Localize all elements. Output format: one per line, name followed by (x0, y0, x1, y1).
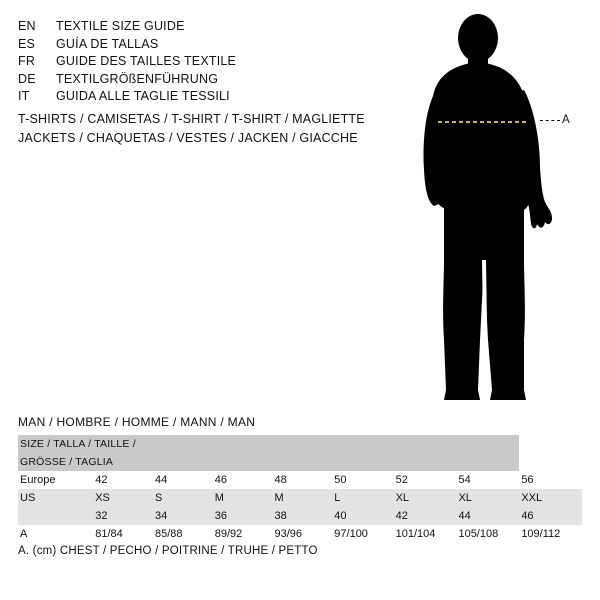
category-block (18, 110, 438, 148)
table-cell: M (273, 489, 333, 507)
man-silhouette-icon (400, 10, 590, 405)
table-cell: M (213, 489, 273, 507)
table-cell: 34 (153, 507, 213, 525)
table-cell: 97/100 (332, 525, 393, 543)
row-label: Europe (18, 471, 93, 489)
table-cell: 46 (519, 507, 582, 525)
table-cell: 44 (456, 507, 519, 525)
language-text: GUIDE DES TAILLES TEXTILE (56, 54, 237, 68)
table-cell: 101/104 (394, 525, 457, 543)
table-cell: 54 (456, 471, 519, 489)
table-cell: 36 (213, 507, 273, 525)
row-label (18, 507, 93, 525)
language-text: TEXTILE SIZE GUIDE (56, 19, 185, 33)
table-header-label: SIZE / TALLA / TAILLE / GRÖSSE / TAGLIA (18, 435, 153, 471)
row-label: A (18, 525, 93, 543)
table-cell: 105/108 (456, 525, 519, 543)
language-code: FR (18, 54, 36, 68)
row-label: US (18, 489, 93, 507)
table-cell: 109/112 (519, 525, 582, 543)
language-row (18, 53, 398, 71)
table-cell: 93/96 (273, 525, 333, 543)
table-cell: 50 (332, 471, 393, 489)
table-cell: 46 (213, 471, 273, 489)
language-text: GUIDA ALLE TAGLIE TESSILI (56, 89, 230, 103)
category-line-tshirts: T-SHIRTS / CAMISETAS / T-SHIRT / T-SHIRT / MAGLIETTE (18, 112, 365, 126)
footnote: A. (cm) CHEST / PECHO / POITRINE / TRUHE / PETTO (18, 545, 318, 557)
language-row (18, 71, 398, 89)
table-cell: 52 (394, 471, 457, 489)
category-line-jackets: JACKETS / CHAQUETAS / VESTES / JACKEN / GIACCHE (18, 131, 358, 145)
model-figure (400, 10, 590, 405)
table-cell: 89/92 (213, 525, 273, 543)
language-row (18, 36, 398, 54)
table-cell: L (332, 489, 393, 507)
language-header-block (18, 18, 398, 106)
table-cell: XS (93, 489, 153, 507)
table-cell: 42 (394, 507, 457, 525)
language-code: IT (18, 89, 30, 103)
table-title: MAN / HOMBRE / HOMME / MANN / MAN (18, 415, 256, 429)
table-cell: 38 (273, 507, 333, 525)
language-text: GUÍA DE TALLAS (56, 36, 159, 51)
table-row (18, 489, 582, 507)
table-cell: S (153, 489, 213, 507)
table-cell: XL (456, 489, 519, 507)
table-cell: XXL (519, 489, 582, 507)
table-row (18, 525, 582, 543)
language-code: ES (18, 36, 36, 51)
size-table (18, 435, 582, 543)
measure-leader-line (540, 120, 560, 121)
language-code: EN (18, 19, 36, 33)
language-row (18, 88, 398, 106)
table-cell: 56 (519, 471, 582, 489)
language-code: DE (18, 71, 36, 86)
measure-label-a: A (562, 114, 570, 126)
table-cell: XL (394, 489, 457, 507)
table-row (18, 471, 582, 489)
table-header-row (18, 435, 582, 471)
table-cell: 48 (273, 471, 333, 489)
language-row (18, 18, 398, 36)
table-cell: 81/84 (93, 525, 153, 543)
table-cell: 42 (93, 471, 153, 489)
table-cell: 44 (153, 471, 213, 489)
table-cell: 32 (93, 507, 153, 525)
language-text: TEXTILGRÖßENFÜHRUNG (56, 71, 219, 86)
size-table-section (18, 415, 582, 543)
table-row (18, 507, 582, 525)
table-cell: 40 (332, 507, 393, 525)
table-cell: 85/88 (153, 525, 213, 543)
